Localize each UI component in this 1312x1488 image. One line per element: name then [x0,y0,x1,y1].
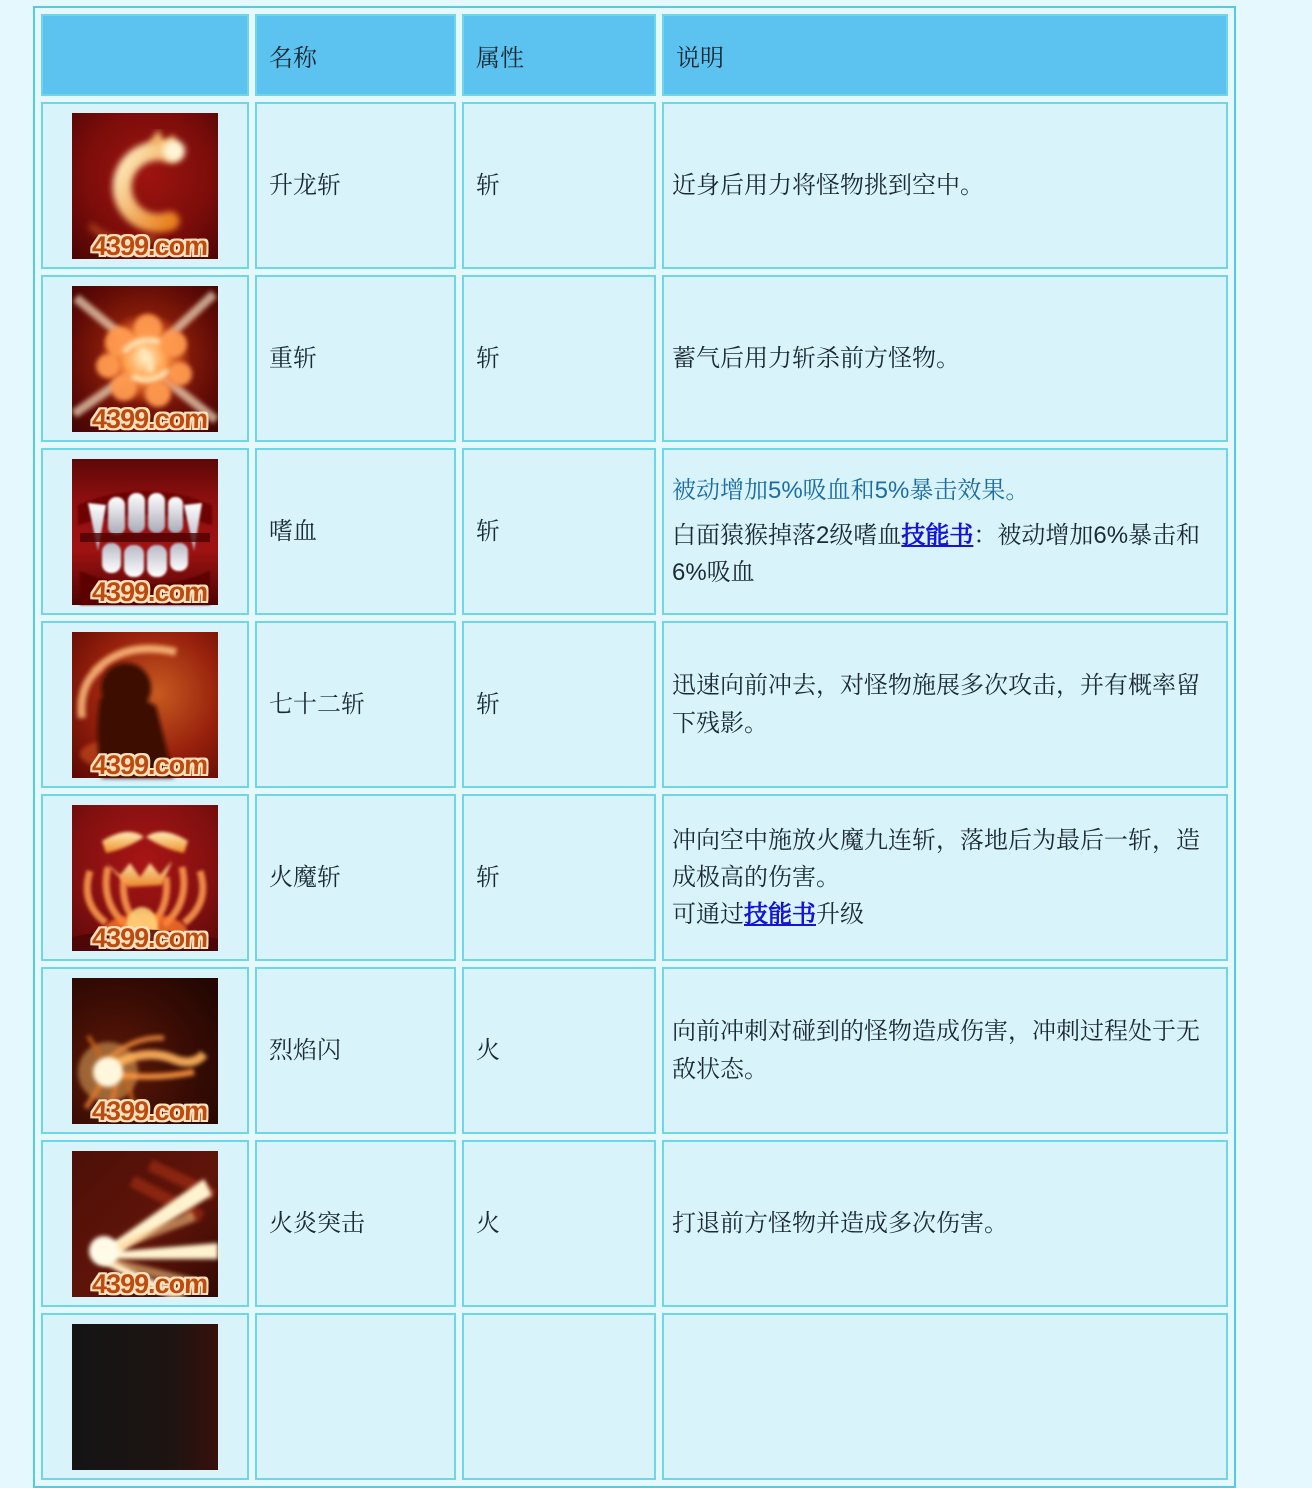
flame-assault-burst-icon [72,1151,218,1297]
skill-name: 烈焰闪 [269,1036,341,1064]
table-row [41,448,1228,615]
bloodthirst-teeth-icon [72,459,218,605]
watermark-4399: 4399.com [91,230,208,261]
watermark-4399: 4399.com [91,922,208,953]
skill-icon-cell [41,102,249,269]
skill-icon-cell [41,1140,249,1307]
skill-name-cell [255,275,456,442]
table-row [41,967,1228,1134]
description-text: 蓄气后用力斩杀前方怪物。 [672,344,960,372]
flame-flash-comet-icon [72,978,218,1124]
skill-attribute: 斩 [476,517,500,545]
skill-attribute-cell [462,794,656,961]
skill-attribute: 斩 [476,344,500,372]
skill-attribute-cell [462,102,656,269]
description-text: ：被动增加6%暴击和6%吸血 [672,521,1201,587]
skill-name-cell [255,1313,456,1480]
rising-dragon-swirl-icon [72,113,218,259]
skill-description-cell [662,448,1228,615]
skill-name-cell [255,621,456,788]
heavy-slash-explosion-icon [72,286,218,432]
seventy-two-slash-silhouette-icon [72,632,218,778]
skill-name-cell [255,448,456,615]
description-text: 近身后用力将怪物挑到空中。 [672,171,984,199]
table-row [41,275,1228,442]
description-text: 白面猿猴掉落2级嗜血 [672,521,902,549]
skill-book-link[interactable]: 技能书 [901,521,974,549]
skill-icon-cell [41,967,249,1134]
skill-description-cell [662,967,1228,1134]
skill-name-cell [255,1140,456,1307]
watermark-4399: 4399.com [91,1095,208,1126]
watermark-4399: 4399.com [91,403,208,434]
skill-name: 嗜血 [269,517,317,545]
skill-attribute-cell [462,1313,656,1480]
description-text: 冲向空中施放火魔九连斩，落地后为最后一斩，造成极高的伤害。 [672,826,1200,891]
skill-description-cell [662,275,1228,442]
fire-demon-slash-icon [72,805,218,951]
header-description-column: 说明 [662,14,1228,96]
skill-attribute-cell [462,967,656,1134]
table-row [41,1313,1228,1480]
watermark-4399: 4399.com [91,576,208,607]
watermark-4399: 4399.com [91,1268,208,1299]
header-row [41,14,1228,96]
skill-description-cell [662,794,1228,961]
description-text: 向前冲刺对碰到的怪物造成伤害，冲刺过程处于无敌状态。 [672,1018,1200,1083]
skill-name-cell [255,794,456,961]
skill-attribute: 火 [476,1209,500,1237]
description-text: 打退前方怪物并造成多次伤害。 [672,1209,1008,1237]
skill-attribute: 斩 [476,863,500,891]
skill-name: 火炎突击 [269,1209,365,1237]
table-row [41,1140,1228,1307]
skill-icon-cell [41,621,249,788]
skill-icon-cell [41,448,249,615]
skill-icon-cell [41,275,249,442]
watermark-4399: 4399.com [91,749,208,780]
skill-name: 升龙斩 [269,171,341,199]
description-text: 迅速向前冲去，对怪物施展多次攻击，并有概率留下残影。 [672,672,1200,737]
skill-description-cell [662,621,1228,788]
header-icon-column [41,14,249,96]
skill-name: 重斩 [269,344,317,372]
skill-table [33,6,1236,1488]
skill-description-cell [662,1313,1228,1480]
skill-description-cell [662,102,1228,269]
skill-attribute: 斩 [476,171,500,199]
skill-name-cell [255,102,456,269]
skill-attribute-cell [462,621,656,788]
skill-attribute-cell [462,448,656,615]
skill-book-link[interactable]: 技能书 [744,901,816,929]
description-text: 升级 [816,901,864,929]
skill-attribute-cell [462,275,656,442]
table-row [41,794,1228,961]
dark-skill-icon [72,1324,218,1470]
skill-icon-cell [41,1313,249,1480]
header-attribute-column: 属性 [462,14,656,96]
skill-name-cell [255,967,456,1134]
description-text: 可通过 [672,901,744,929]
skill-attribute: 火 [476,1036,500,1064]
skill-icon-cell [41,794,249,961]
skill-description-cell [662,1140,1228,1307]
skill-name: 火魔斩 [269,863,341,891]
skill-attribute: 斩 [476,690,500,718]
skill-attribute-cell [462,1140,656,1307]
header-name-column: 名称 [255,14,456,96]
skill-name: 七十二斩 [269,690,365,718]
table-row [41,102,1228,269]
table-row [41,621,1228,788]
passive-effect-text: 被动增加5%吸血和5%暴击效果。 [672,476,1030,504]
